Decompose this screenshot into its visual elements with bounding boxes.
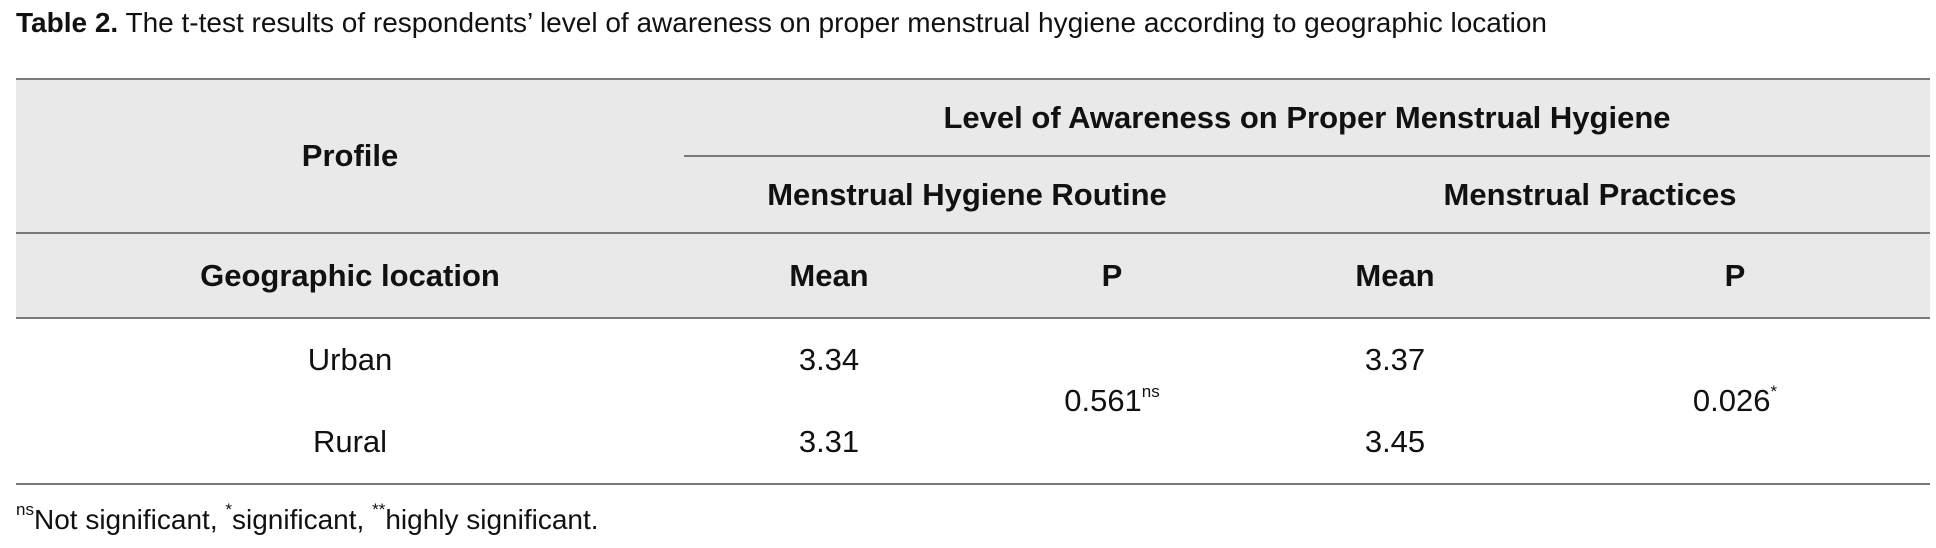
- footnote-sig-mark: *: [225, 500, 233, 519]
- header-level-of-awareness: Level of Awareness on Proper Menstrual Hygiene: [684, 79, 1930, 156]
- footnote-ns-text: Not significant,: [33, 504, 226, 535]
- header-practices-mean: Mean: [1250, 233, 1540, 318]
- practices-mean-cell: 3.45: [1250, 401, 1540, 484]
- header-practices-p: P: [1540, 233, 1930, 318]
- practices-p-value: 0.026: [1692, 383, 1771, 418]
- routine-p-mark: ns: [1141, 382, 1160, 401]
- practices-p-mark: *: [1770, 382, 1778, 401]
- ttest-table: [16, 78, 1930, 485]
- header-geographic-location: Geographic location: [16, 233, 684, 318]
- header-routine-mean: Mean: [684, 233, 974, 318]
- routine-p-cell: [974, 318, 1250, 484]
- routine-mean-cell: 3.31: [684, 401, 974, 484]
- practices-p-cell: [1540, 318, 1930, 484]
- footnote-sig-text: significant,: [232, 504, 373, 535]
- header-menstrual-practices: Menstrual Practices: [1250, 156, 1930, 233]
- practices-mean-cell: 3.37: [1364, 342, 1426, 377]
- table-footnote: [16, 500, 599, 537]
- caption-text: The t-test results of respondents’ level of awareness on proper menstrual hygiene according to geographic location: [118, 7, 1548, 38]
- table-caption: [16, 4, 1547, 42]
- header-routine-p: P: [974, 233, 1250, 318]
- location-cell: Rural: [16, 401, 684, 484]
- footnote-ns-mark: ns: [16, 500, 34, 519]
- footnote-high-text: highly significant.: [385, 504, 599, 535]
- routine-mean-cell: 3.34: [798, 342, 860, 377]
- header-profile: Profile: [16, 79, 684, 233]
- location-cell: Urban: [307, 342, 393, 377]
- caption-label: Table 2.: [16, 7, 119, 38]
- header-menstrual-hygiene-routine: Menstrual Hygiene Routine: [684, 156, 1250, 233]
- footnote-high-mark: **: [372, 500, 386, 519]
- routine-p-value: 0.561: [1064, 383, 1142, 418]
- table-row: [16, 318, 1930, 401]
